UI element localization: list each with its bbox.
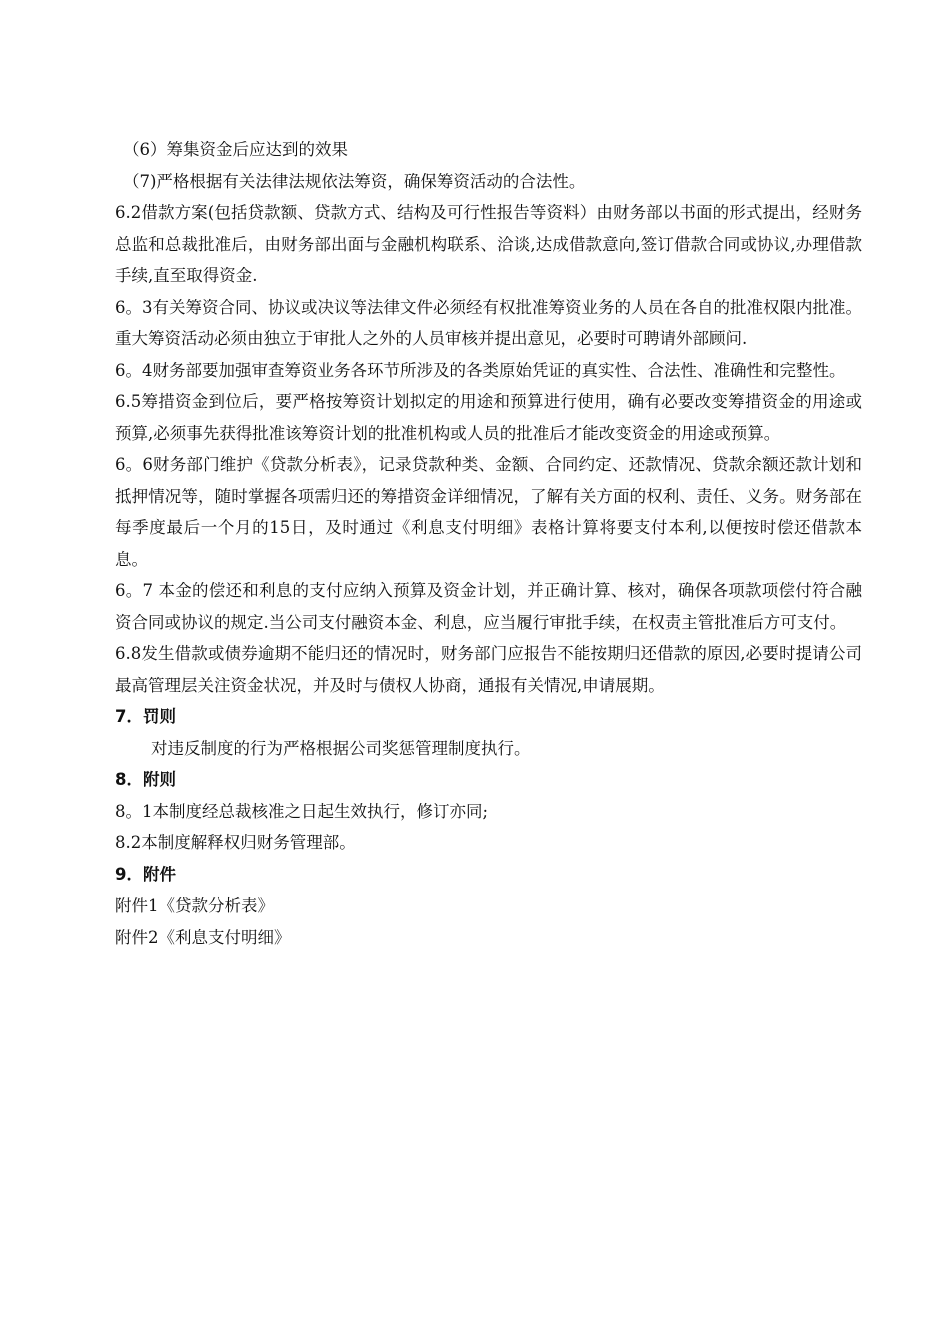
attachment-2: 附件2《利息支付明细》 (115, 927, 291, 947)
section-7-body: 对违反制度的行为严格根据公司奖惩管理制度执行。 (151, 738, 531, 758)
clause-6-6: 6。6财务部门维护《贷款分析表》，记录贷款种类、金额、合同约定、还款情况、贷款余额还款计划和抵押情况等，随时掌握各项需归还的筹措资金详细情况，了解有关方面的权利、责任、义务。财务部在每季度最后一个月的15日，及时通过《利息支付明细》表格计算将要支付本利,以便按时偿还借款本息。 (115, 455, 862, 569)
clause-6-7: 6。7 本金的偿还和利息的支付应纳入预算及资金计划，并正确计算、核对，确保各项款项偿付符合融资合同或协议的规定.当公司支付融资本金、利息，应当履行审批手续，在权责主管批准后方可支付。 (115, 581, 862, 632)
clause-6-8: 6.8发生借款或债券逾期不能归还的情况时，财务部门应报告不能按期归还借款的原因,必要时提请公司最高管理层关注资金状况，并及时与债权人协商，通报有关情况,申请展期。 (115, 644, 862, 695)
clause-8-2: 8.2本制度解释权归财务管理部。 (115, 833, 356, 852)
clause-6-5: 6.5筹措资金到位后，要严格按筹资计划拟定的用途和预算进行使用，确有必要改变筹措资金的用途或预算,必须事先获得批准该筹资计划的批准机构或人员的批准后才能改变资金的用途或预算。 (115, 392, 862, 443)
section-8-heading: 8．附则 (115, 770, 176, 789)
section-9-heading: 9．附件 (115, 864, 176, 884)
clause-6-1-item-7: （7)严格根据有关法律法规依法筹资，确保筹资活动的合法性。 (123, 171, 586, 191)
clause-6-3: 6。3有关筹资合同、协议或决议等法律文件必须经有权批准筹资业务的人员在各自的批准权限内批准。重大筹资活动必须由独立于审批人之外的人员审核并提出意见，必要时可聘请外部顾问. (115, 297, 862, 348)
clause-6-2: 6.2借款方案(包括贷款额、贷款方式、结构及可行性报告等资料）由财务部以书面的形式提出，经财务总监和总裁批准后，由财务部出面与金融机构联系、洽谈,达成借款意向,签订借款合同或协议,办理借款手续,直至取得资金. (115, 203, 862, 285)
clause-8-1: 8。1本制度经总裁核准之日起生效执行，修订亦同; (115, 801, 489, 821)
clause-6-4: 6。4财务部要加强审查筹资业务各环节所涉及的各类原始凭证的真实性、合法性、准确性和完整性。 (115, 360, 846, 380)
attachment-1: 附件1《贷款分析表》 (115, 896, 274, 915)
section-7-heading: 7．罚则 (115, 707, 176, 726)
clause-6-1-item-6: （6）筹集资金后应达到的效果 (123, 140, 348, 159)
